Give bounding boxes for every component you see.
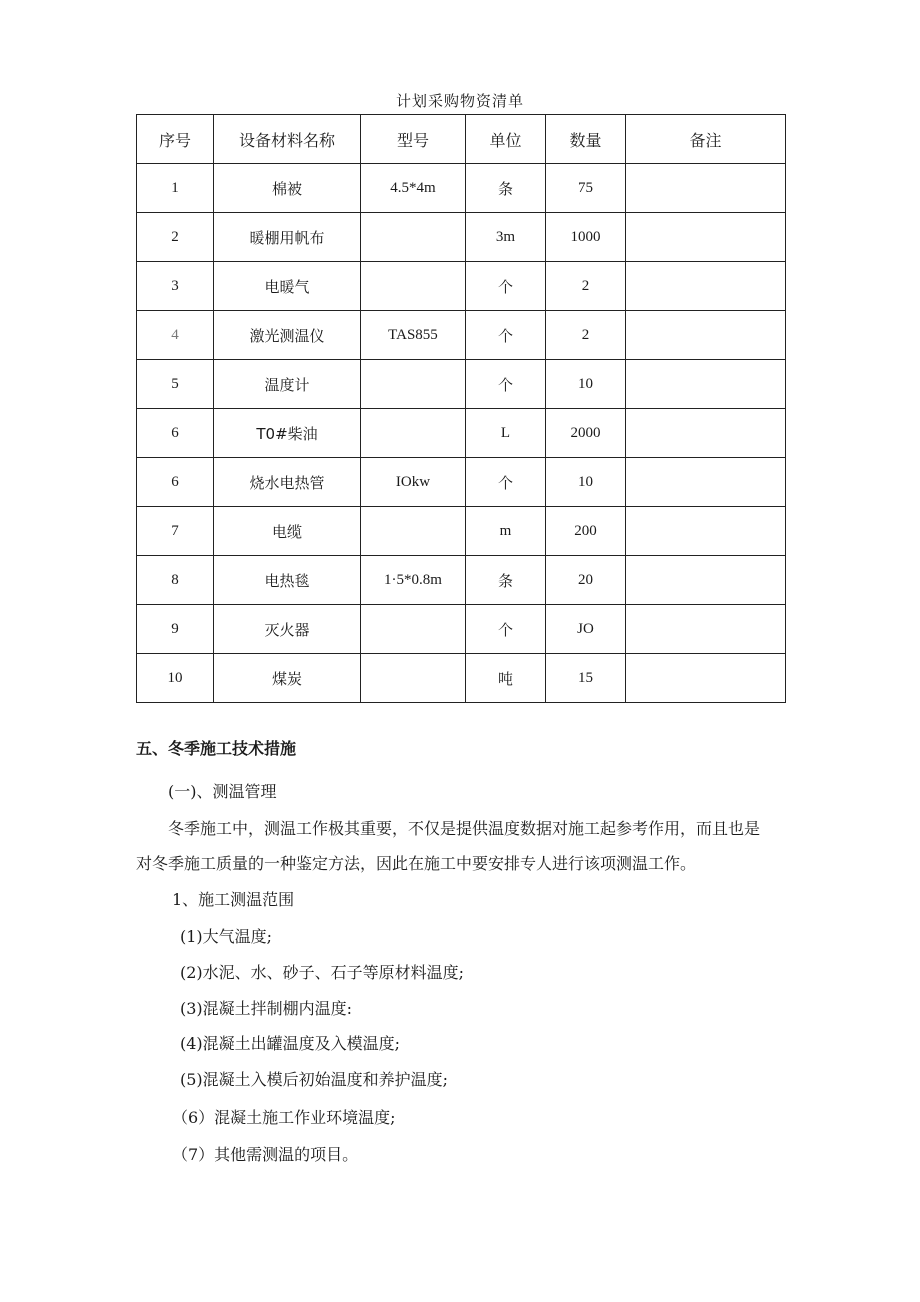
cell-model: 1·5*0.8m — [361, 556, 466, 605]
cell-model: TAS855 — [361, 311, 466, 360]
list-item: （6）混凝土施工作业环境温度; — [172, 1108, 396, 1127]
cell-name: 棉被 — [214, 164, 361, 213]
table-row — [137, 262, 786, 311]
cell-index: 1 — [137, 164, 214, 213]
header-index: 序号 — [137, 115, 214, 164]
cell-index: 4 — [137, 311, 214, 360]
cell-index: 6 — [137, 409, 214, 458]
list-item: (2)水泥、水、砂子、石子等原材料温度; — [180, 963, 465, 982]
cell-quantity: 2000 — [546, 409, 626, 458]
table-row — [137, 213, 786, 262]
cell-quantity: 15 — [546, 654, 626, 703]
table-row — [137, 360, 786, 409]
paragraph-line: 对冬季施工质量的一种鉴定方法，因此在施工中要安排专人进行该项测温工作。 — [136, 854, 697, 873]
table-row — [137, 654, 786, 703]
cell-quantity: 1000 — [546, 213, 626, 262]
cell-name: T0#柴油 — [214, 409, 361, 458]
list-item: (1)大气温度; — [180, 927, 273, 946]
header-model: 型号 — [361, 115, 466, 164]
header-name: 设备材料名称 — [214, 115, 361, 164]
header-quantity: 数量 — [546, 115, 626, 164]
cell-quantity: 20 — [546, 556, 626, 605]
cell-remarks — [626, 458, 786, 507]
cell-quantity: 2 — [546, 311, 626, 360]
cell-model — [361, 262, 466, 311]
cell-unit: 个 — [466, 311, 546, 360]
cell-index: 6 — [137, 458, 214, 507]
cell-remarks — [626, 605, 786, 654]
cell-unit: L — [466, 409, 546, 458]
cell-name: 电缆 — [214, 507, 361, 556]
table-header-row — [137, 115, 786, 164]
cell-remarks — [626, 262, 786, 311]
cell-model — [361, 605, 466, 654]
table-row — [137, 164, 786, 213]
cell-name: 煤炭 — [214, 654, 361, 703]
section-subheading: (一)、测温管理 — [168, 782, 277, 801]
cell-model — [361, 360, 466, 409]
table-row — [137, 458, 786, 507]
cell-quantity: 2 — [546, 262, 626, 311]
cell-unit: 个 — [466, 458, 546, 507]
cell-remarks — [626, 507, 786, 556]
cell-index: 2 — [137, 213, 214, 262]
cell-remarks — [626, 556, 786, 605]
cell-name: 电暖气 — [214, 262, 361, 311]
cell-index: 10 — [137, 654, 214, 703]
cell-index: 7 — [137, 507, 214, 556]
cell-quantity: 200 — [546, 507, 626, 556]
cell-unit: 吨 — [466, 654, 546, 703]
header-unit: 单位 — [466, 115, 546, 164]
range-title: 1、施工测温范围 — [172, 890, 295, 909]
cell-model — [361, 409, 466, 458]
cell-remarks — [626, 360, 786, 409]
section-heading: 五、冬季施工技术措施 — [136, 739, 297, 758]
cell-name: 激光测温仪 — [214, 311, 361, 360]
cell-name: 灭火器 — [214, 605, 361, 654]
cell-remarks — [626, 311, 786, 360]
cell-quantity: 10 — [546, 458, 626, 507]
cell-remarks — [626, 654, 786, 703]
cell-index: 9 — [137, 605, 214, 654]
table-row — [137, 311, 786, 360]
cell-name: 温度计 — [214, 360, 361, 409]
cell-quantity: 10 — [546, 360, 626, 409]
paragraph-line: 冬季施工中，测温工作极其重要，不仅是提供温度数据对施工起参考作用，而且也是 — [168, 819, 761, 838]
cell-remarks — [626, 409, 786, 458]
cell-quantity: 75 — [546, 164, 626, 213]
list-item: （7）其他需测温的项目。 — [172, 1145, 359, 1164]
cell-unit: 条 — [466, 556, 546, 605]
cell-quantity: JO — [546, 605, 626, 654]
cell-unit: 个 — [466, 262, 546, 311]
cell-model — [361, 507, 466, 556]
cell-model — [361, 213, 466, 262]
table-caption: 计划采购物资清单 — [395, 92, 524, 110]
cell-unit: m — [466, 507, 546, 556]
table-row — [137, 409, 786, 458]
cell-index: 3 — [137, 262, 214, 311]
table-row — [137, 556, 786, 605]
cell-unit: 个 — [466, 605, 546, 654]
cell-remarks — [626, 164, 786, 213]
list-item: (4)混凝土出罐温度及入模温度; — [180, 1034, 401, 1053]
cell-model — [361, 654, 466, 703]
cell-name: 暖棚用帆布 — [214, 213, 361, 262]
list-item: (5)混凝土入模后初始温度和养护温度; — [180, 1070, 449, 1089]
cell-name: 烧水电热管 — [214, 458, 361, 507]
cell-model: 4.5*4m — [361, 164, 466, 213]
cell-remarks — [626, 213, 786, 262]
cell-model: IOkw — [361, 458, 466, 507]
cell-index: 8 — [137, 556, 214, 605]
table-row — [137, 507, 786, 556]
list-item: (3)混凝土拌制棚内温度: — [180, 999, 353, 1018]
cell-name: 电热毯 — [214, 556, 361, 605]
table-row — [137, 605, 786, 654]
cell-unit: 条 — [466, 164, 546, 213]
cell-unit: 个 — [466, 360, 546, 409]
header-remarks: 备注 — [626, 115, 786, 164]
cell-unit: 3m — [466, 213, 546, 262]
cell-index: 5 — [137, 360, 214, 409]
materials-table — [136, 114, 786, 703]
